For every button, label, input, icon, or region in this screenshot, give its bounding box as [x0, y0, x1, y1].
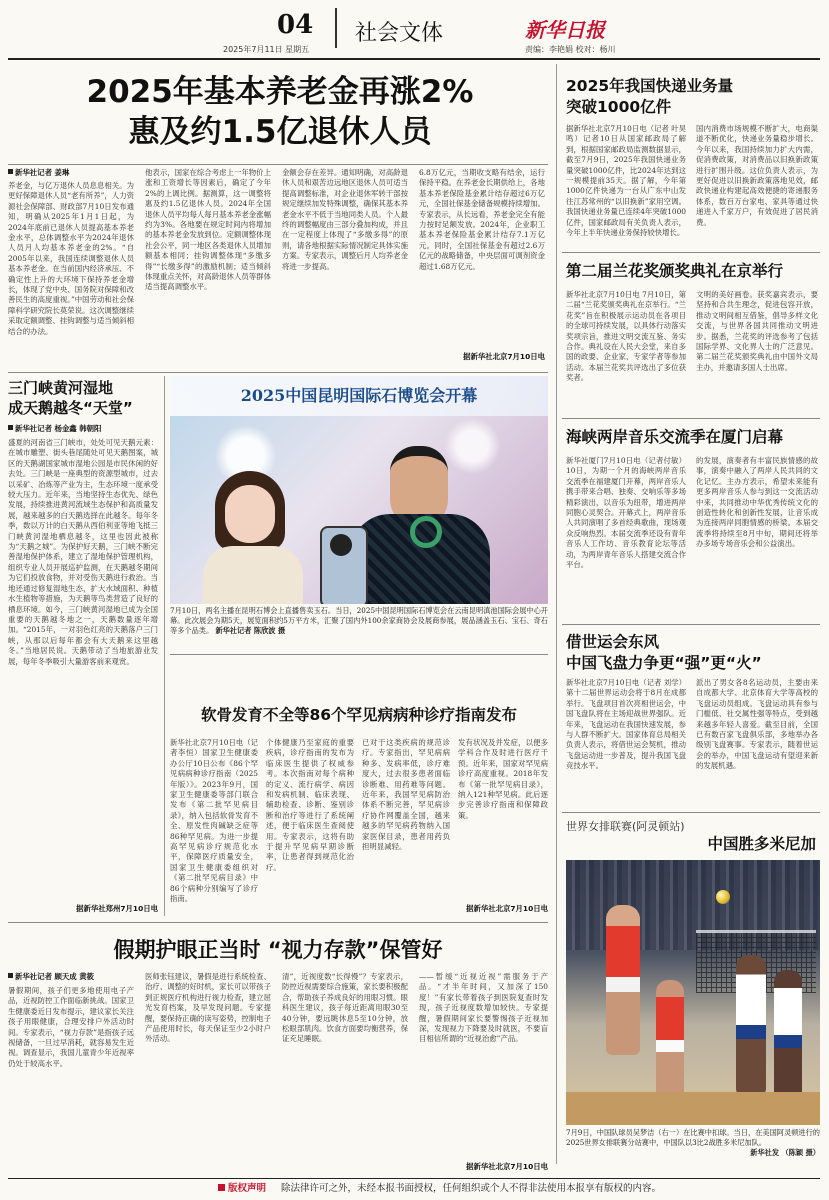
masthead-logo: 新华日报 — [525, 18, 605, 42]
footer-label: 版权声明 — [228, 1183, 267, 1194]
volleyball-caption — [566, 1128, 820, 1172]
volleyball-caption-text: 7月9日，中国队球员吴梦洁（右一）在比赛中扣球。当日，在美国阿灵顿进行的2025世界女排联赛分站赛中，中国队以3比2战胜多米尼加队。 — [566, 1128, 820, 1147]
eyecare-col1: 暑假期间，孩子们更多地使用电子产品，近视防控工作面临新挑战。国家卫生健康委近日发布提示，建议家长关注孩子用眼健康，合理安排户外活动时间。专家表示，“视力存款”是指孩子远视储备，一旦过早消耗，就容易发生近视。调查显示，我国儿童青少年近视率仍处于较高水平。 — [8, 986, 134, 1068]
flydisc-title-line1: 借世运会东风 — [566, 633, 660, 651]
page-header — [223, 8, 775, 56]
sanmenxia-title-line2: 成天鹅越冬“天堂” — [8, 399, 133, 417]
host-woman — [195, 471, 315, 604]
eyecare-rule — [8, 922, 548, 923]
flydisc-col2: 派出了男女各8名运动员，主要由来自成都大学、北京体育大学等高校的飞盘运动员组成。飞盘运动具有参与门槛低、社交属性强等特点，受到越来越多年轻人喜爱。截至目前，全国已有数百家飞盘俱乐部，多地举办各级别飞盘赛事。专家表示，随着世运会的举办，中国飞盘运动有望迎来新的发展机遇。 — [696, 678, 818, 771]
jade-bangle — [410, 516, 442, 548]
eyecare-signature: 据新华社北京7月10日电 — [466, 1162, 548, 1171]
music-rule — [562, 418, 820, 419]
pension-col4: 6.8万亿元，当期收支略有结余，运行保持平稳。在养老金长期供给上，各地基本养老保险基金累计结存超过6万亿元，全国社保基金储备规模持续增加。专家表示，从长远看，养老金完全有能力按时足额发放。2024年，企业职工基本养老保险基金累计结存7.1万亿元。同时，全国社保基金有超过2.6万亿元的战略储备，中央层面可调剂资金超过1.68万亿元。 — [419, 168, 545, 271]
camera-lens-icon — [330, 534, 352, 556]
pension-headline — [40, 72, 520, 152]
rare-col4: 发有状况及并发症，以便多学科合作及时进行医疗干预。近年来，国家对罕见病诊疗高度重视。2018年发布《第一批罕见病目录》，纳入121种罕见病。此后逐步完善诊疗指南和保障政策。 — [458, 738, 548, 820]
volleyball-credit: 新华社发 （陈颖 摄） — [750, 1148, 820, 1157]
rare-signature: 据新华社北京7月10日电 — [466, 904, 548, 913]
lanhua-title: 第二届兰花奖颁奖典礼在京举行 — [566, 262, 784, 280]
expo-caption-text: 7月10日，两名主播在昆明石博会上直播售卖玉石。当日，2025中国昆明国际石博览会在云南昆明滇池国际会展中心开幕。此次展会为期5天，展览面积约5万平方米，汇聚了国内外100余家商协会及展商参展，展品涵盖玉石、宝石、奇石等多个品类。 — [170, 606, 548, 635]
volleyball-header: 世界女排联赛(阿灵顿站) — [566, 820, 685, 833]
flydisc-title-line2: 中国飞盘力争更“强”更“火” — [566, 654, 762, 672]
rare-rule — [170, 654, 548, 655]
footer-marker — [218, 1184, 225, 1191]
flydisc-rule — [562, 624, 820, 625]
rare-col2: 个体健康乃至家庭的重要疾病，诊疗指南的发布为临床医生提供了权威参考。本次指南对每个病种的定义、流行病学、病因和发病机制、临床表现、辅助检查、诊断、鉴别诊断和治疗等进行了系统阐述，便于临床医生查阅使用。专家表示，这将有助于提升罕见病早期诊断率，让患者得到规范化治疗。 — [266, 738, 354, 872]
sanmenxia-byline: 新华社记者 杨金鑫 韩朝阳 — [8, 424, 158, 434]
express-col2: 国内消费市场规模不断扩大，电商渠道不断优化，快递业务量稳步增长。今年以来，我国持续加力扩大内需，促消费政策，对消费品以旧换新政策进行扩围升级。这位负责人表示，为更好促进以旧换新政策落地见效，邮政快递业构建起高效便捷的寄递服务体系，数百万台家电、家具等通过快递进入千家万户，有效促进了居民消费。 — [696, 124, 818, 227]
woman-face — [225, 485, 275, 543]
section-name: 社会文体 — [355, 21, 444, 46]
expo-photo — [170, 376, 548, 604]
expo-caption — [170, 606, 548, 650]
right-column-divider — [556, 64, 557, 1164]
eyecare-col2: 医师张钰建议，暑假是进行系统检查、治疗、调整的好时机，家长可以带孩子到正规医疗机构进行视力检查，建立屈光发育档案，及早发现问题。专家提醒，要保持正确的读写姿势，控制电子产品使用时长，每天保证至少2小时户外活动。 — [145, 972, 271, 1044]
pension-col2: 他表示，国家在综合考虑上一年物价上涨和工资增长等因素后，确定了今年2%的上调比例。据测算，这一调整将惠及约1.5亿退休人员。2024年全国退休人员平均每人每月基本养老金涨幅约为3%。各地要在规定时间内将增加的基本养老金发放到位。定额调整体现社会公平，同一地区各类退休人员增加额基本相同；挂钩调整体现“多缴多得”“长缴多得”的激励机制；适当倾斜体现重点关怀，对高龄退休人员等群体适当提高调整水平。 — [145, 168, 271, 292]
left-column-divider — [164, 376, 165, 916]
eyecare-col4: ——暂缓“近视近视”需服务于产品。“才半年时间，又加深了150度！”有家长带着孩子到医院复查时发现，孩子近视度数增加较快。专家提醒，暑假期间家长要警惕孩子近视加深，发现视力下降要及时就医，不要盲目相信所谓的“近视治愈”产品。 — [419, 972, 548, 1044]
pension-title-line1: 2025年基本养老金再涨2% — [86, 74, 474, 110]
player-attacker — [606, 905, 640, 1055]
page-number: 04 — [277, 10, 314, 40]
volleyball-photo — [566, 860, 820, 1125]
express-col1: 据新华社北京7月10日电（记者 叶昊鸣）记者10日从国家邮政局了解到，根据国家邮政局监测数据显示，截至7月9日，2025年我国快递业务量突破1000亿件，比2024年达到这一规模提前35天。据了解，今年第1000亿件快递为一台从广东中山发往江苏常州的“以旧换新”家用空调。我国快递业务量已连续4年突破1000亿件，国家邮政局有关负责人表示，今年上半年快递业务保持较快增长。 — [566, 124, 686, 238]
court-floor — [566, 1092, 820, 1125]
player-blocker-1 — [736, 955, 766, 1095]
volleyball-rule — [562, 812, 820, 813]
rare-title: 软骨发育不全等86个罕见病病种诊疗指南发布 — [200, 706, 518, 724]
pension-col1: 养老金，与亿万退休人员息息相关。为更好保障退休人员“老有所养”，人力资源社会保障部、财政部7月10日发布通知，明确从2025年1月1日起，为2024年底前已退休人员提高基本养老金水平，总体调整水平为2024年退休人员月人均基本养老金的2%。“自2005年以来，我国连续调整退休人员基本养老金。在当前国内经济承压、不确定性上升的大环境下保持养老金增长，体现了党中央、国务院对保障和改善民生的高度重视。”中国劳动和社会保障科学研究院长莫荣说。这次调整继续采取定额调整、挂钩调整与适当倾斜相结合的办法。 — [8, 181, 134, 336]
pension-byline: 新华社记者 姜琳 — [8, 168, 128, 178]
footer-rule — [8, 1178, 820, 1179]
sanmenxia-body: 盛夏的河南省三门峡市，处处可见天鹅元素：在城市雕塑、街头巷尾随处可见天鹅图案，城区的天鹅湖国家城市湿地公园是市民休闲的好去处。三门峡是一座典型的资源型城市，过去以采矿、冶炼等产业为主，生态环境一度承受较大压力。近年来，当地坚持生态优先、绿色发展，持续推进黄河流域生态保护和高质量发展，越来越多的白天鹅选择在此越冬。每年冬季，数以万计的白天鹅从西伯利亚等地飞抵三门峡黄河湿地栖息越冬，这里也因此被称为“天鹅之城”。为保护好天鹅，三门峡不断完善湿地保护体系，建立了湿地保护管理机构，组织专业人员开展巡护监测，在天鹅越冬期间为它们投放食物，并对受伤天鹅进行救治。当地还通过修复湿地生态，扩大水域面积、种植水生植物等措施，为天鹅等鸟类营造了良好的栖息环境。如今，三门峡黄河湿地已成为全国重要的天鹅越冬地之一，天鹅数量逐年增加。“2015年，一对羽色红亮的天鹅落户三门峡，从那以后每年都会有大天鹅来这里越冬。”当地居民说。天鹅带动了当地旅游业发展，每年冬季吸引大量游客前来观赏。 — [8, 438, 158, 666]
music-title: 海峡两岸音乐交流季在厦门启幕 — [566, 428, 784, 446]
sanmenxia-rule — [8, 372, 548, 373]
sanmenxia-signature: 据新华社郑州7月10日电 — [76, 904, 158, 913]
rare-col3: 已对于这类疾病的规范诊疗。专家指出，罕见病病种多、发病率低，诊疗难度大，过去很多患者面临诊断难、用药难等问题。近年来，我国罕见病防治体系不断完善，罕见病诊疗协作网覆盖全国，越来越多的罕见病药物纳入国家医保目录，患者用药负担明显减轻。 — [362, 738, 450, 852]
player-blocker-2 — [774, 970, 802, 1100]
header-rule — [8, 58, 820, 60]
rare-col1: 新华社北京7月10日电（记者李恒）国家卫生健康委办公厅10日公布《86个罕见病病种诊疗指南（2025年版）》。2023年9月，国家卫生健康委等部门联合发布《第二批罕见病目录》，纳入包括软骨发育不全、原发性肉碱缺乏症等86种罕见病。为进一步提高罕见病诊疗规范化水平，保障医疗质量安全，国家卫生健康委组织对《第二批罕见病目录》中86个病种分别编写了诊疗指南。 — [170, 738, 258, 904]
expo-banner-title: 2025中国昆明国际石博览会开幕 — [240, 386, 478, 405]
pension-col3: 金额会存在差异。通知明确，对高龄退休人员和艰苦边远地区退休人员可适当提高调整标准，对企业退休军转干部按规定继续加发特殊调整，确保其基本养老金水平不低于当地同类人员。个人最终的调整幅度由三部分叠加构成，并且在一定程度上体现了“多缴多得”的原则，请各地根据实际情况制定具体实施方案。专家表示，调整后月人均养老金将进一步提高。 — [282, 168, 408, 271]
music-col1: 新华社厦门7月10日电（记者付敏）10日，为期一个月的海峡两岸音乐交流季在福建厦门开幕，两岸音乐人携手带来合唱、独奏、交响乐等多场精彩演出，以音乐为纽带，增进两岸同胞心灵契合。开幕式上，两岸音乐人共同演唱了多首经典歌曲，现场观众反响热烈。本届交流季还设有青年音乐人工作坊、音乐教育论坛等活动，为两岸青年音乐人搭建交流合作平台。 — [566, 456, 686, 570]
player-teammate — [656, 980, 684, 1100]
music-col2: 的发展，演奏者有丰富民族情感的故事，演奏中融入了两岸人民共同的文化记忆。主办方表示，希望未来能有更多两岸音乐人参与到这一交流活动中来，共同推动中华优秀传统文化的创造性转化和创新性发展，让音乐成为连接两岸同胞情感的桥梁。本届交流季将持续至8月中旬，期间还将举办多场专场音乐会和公益演出。 — [696, 456, 818, 549]
volleyball-title: 中国胜多米尼加 — [707, 835, 816, 853]
flydisc-col1: 新华社北京7月10日电（记者 刘学）第十二届世界运动会将于8月在成都举行。飞盘项目首次亮相世运会，中国飞盘队将在主场迎战世界强队。近年来，飞盘运动在我国快速发展，参与人群不断扩大。国家体育总局相关负责人表示，将借世运会契机，推动飞盘运动进一步普及，提升我国飞盘竞技水平。 — [566, 678, 686, 771]
woman-dress — [203, 546, 303, 604]
sanmenxia-title-line1: 三门峡黄河湿地 — [8, 379, 114, 397]
ball-icon — [716, 890, 730, 904]
expo-credit: 新华社记者 陈欣波 摄 — [215, 626, 286, 635]
pension-signature: 据新华社北京7月10日电 — [463, 352, 545, 361]
eyecare-col3: 清”，近视度数“长得慢”？专家表示，防控近视需要综合施策，家长要积极配合，帮助孩子养成良好的用眼习惯。眼科医生建议，孩子每近距离用眼30至40分钟，要远眺休息5至10分钟，放松眼部肌肉。饮食方面要均衡营养，保证充足睡眠。 — [282, 972, 408, 1044]
express-headline — [566, 76, 816, 118]
pension-rule — [8, 164, 548, 165]
header-divider — [335, 8, 337, 48]
express-title-line1: 2025年我国快递业务量 — [566, 77, 734, 95]
header-editors: 责编：李艳娟 校对：杨川 — [525, 45, 616, 54]
eyecare-byline: 新华社记者 顾天成 黄筱 — [8, 972, 134, 982]
lanhua-col1: 新华社北京7月10日电 7月10日，第二届“兰花奖颁奖典礼在京举行。“兰花奖”旨在积极展示运动员在各项目的全球可持续发展，以具体行动落实奖项宗旨，推进文明交流互鉴、务实合作。典礼设在人民大会堂，来自多国的政要、企业家、专家学者等参加活动。本届兰花奖共评选出了多位获奖者。 — [566, 290, 686, 383]
eyecare-title: 假期护眼正当时 “视力存款”保管好 — [113, 938, 443, 962]
express-title-line2: 突破1000亿件 — [566, 98, 672, 116]
pension-title-line2: 惠及约1.5亿退休人员 — [128, 114, 432, 150]
footer-bar — [218, 1182, 778, 1196]
header-date: 2025年7月11日 星期五 — [223, 45, 310, 54]
footer-text: 除法律许可之外，未经本报书面授权，任何组织或个人不得非法使用本报享有版权的内容。 — [281, 1183, 662, 1194]
flydisc-headline — [566, 632, 820, 674]
sanmenxia-headline — [8, 378, 158, 418]
lanhua-rule — [562, 252, 820, 253]
lanhua-col2: 文明的美好画卷。获奖嘉宾表示，要坚持和合共生理念，促进包容开放，推动文明间相互借鉴，倡导多样文化交流，与世界各国共同推动文明进步。据悉，兰花奖的评选参考了包括国际学界、文化界人士的广泛意见。第二届兰花奖颁奖典礼由中国外文局主办，并邀请多国人士出席。 — [696, 290, 818, 372]
